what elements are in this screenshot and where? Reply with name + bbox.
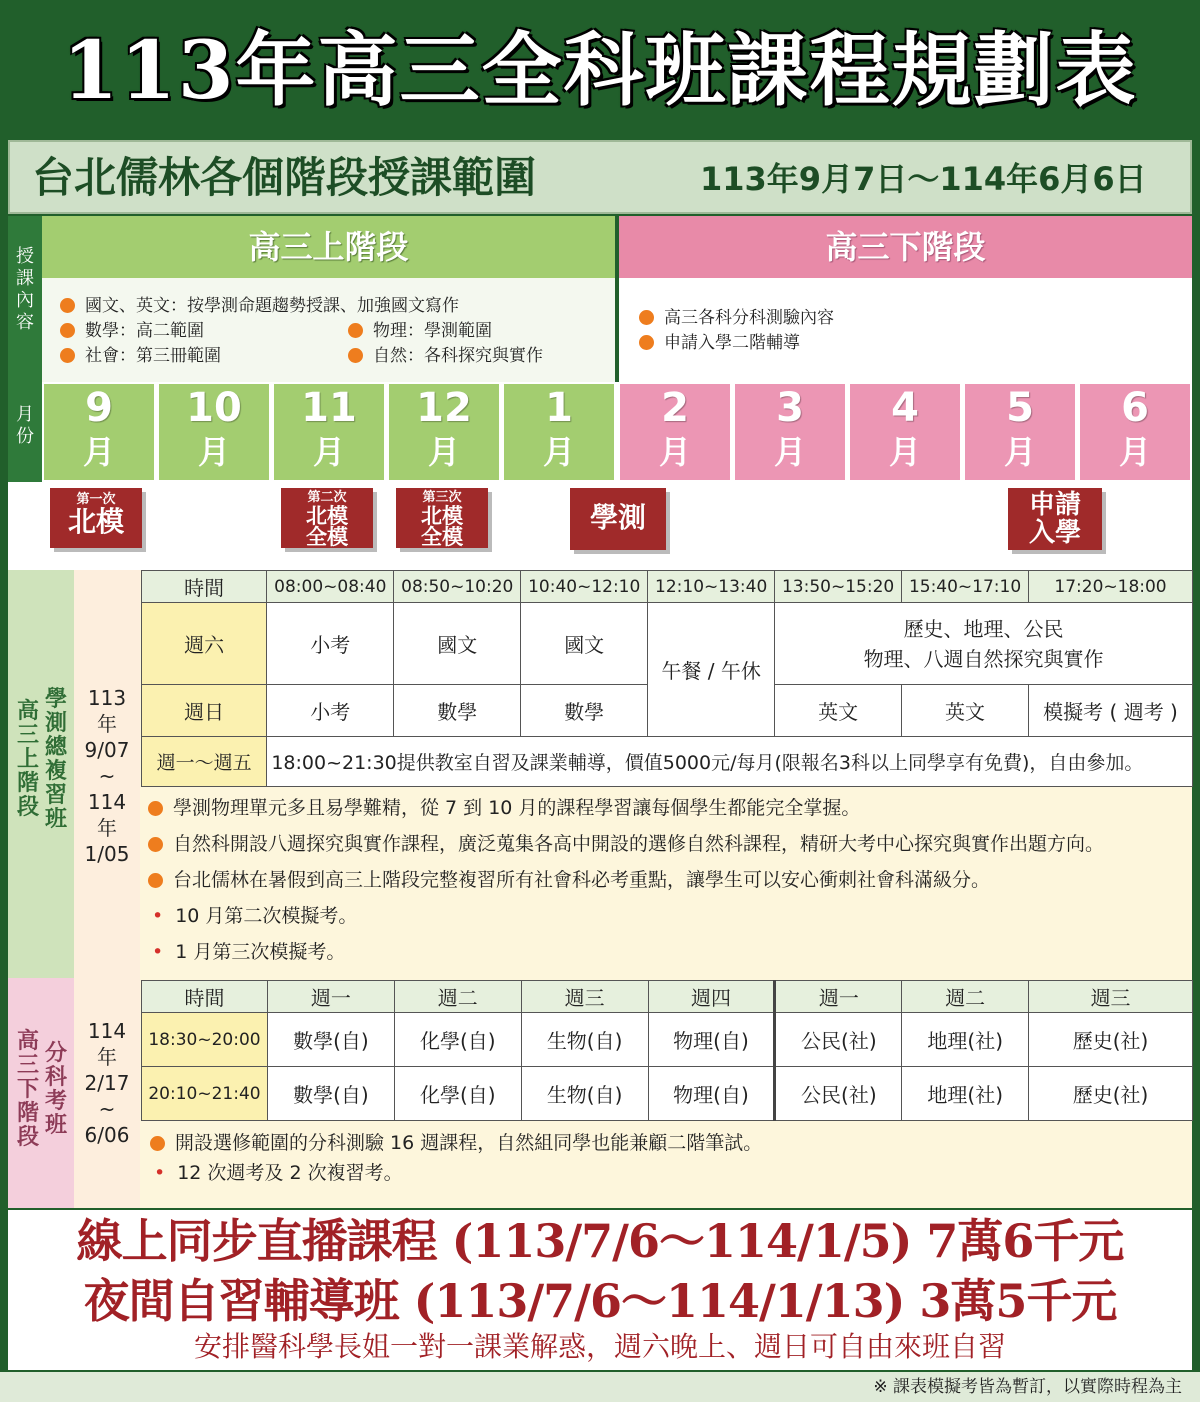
up-content-line <box>60 319 615 344</box>
footer-note: ※ 課表模擬考皆為暫訂，以實際時程為主 <box>0 1372 1200 1402</box>
month-1 <box>504 384 614 480</box>
table-cell: 數學 <box>394 685 521 737</box>
month-12 <box>389 384 499 480</box>
table-cell: 數學(自) <box>267 1067 394 1121</box>
table-header-row <box>142 981 1193 1013</box>
up-content-text: 國文、英文：按學測命題趨勢授課、加強國文寫作 <box>85 296 459 316</box>
month-9 <box>44 384 154 480</box>
table-header: 10:40~12:10 <box>521 571 648 603</box>
table-header: 13:50~15:20 <box>775 571 902 603</box>
exam-marker-1 <box>50 488 142 548</box>
table-cell: 公民(社) <box>775 1067 902 1121</box>
marker-big-text: 學測 <box>589 501 646 534</box>
up-content-text: 自然：各科探究與實作 <box>373 346 543 366</box>
table-cell: 小考 <box>267 685 394 737</box>
afternoon-line: 物理、八週自然探究與實作 <box>863 646 1104 671</box>
table-header: 週二 <box>394 981 521 1013</box>
table-header: 週一 <box>267 981 394 1013</box>
down-content-text: 申請入學二階輔導 <box>664 333 800 353</box>
down-content-box <box>619 278 1192 382</box>
table-header: 週一 <box>775 981 902 1013</box>
marker-big-text: 全模 <box>421 525 463 549</box>
table-header: 週三 <box>1029 981 1193 1013</box>
table-cell: 化學(自) <box>394 1067 521 1121</box>
section-lower-label <box>8 978 74 1208</box>
bullet-icon <box>148 801 163 816</box>
promo-line-night: 夜間自習輔導班 (113/7/6～114/1/13) 3萬5千元 <box>83 1274 1117 1328</box>
section-stage-label: 高三下階段 <box>16 1029 39 1150</box>
date-part: ~ <box>98 764 116 788</box>
table-cell: 地理(社) <box>902 1067 1029 1121</box>
table-header: 08:50~10:20 <box>394 571 521 603</box>
up-content-text: 社會：第三冊範圍 <box>85 346 221 366</box>
table-cell: 數學 <box>521 685 648 737</box>
table-header: 12:10~13:40 <box>648 571 775 603</box>
note-text: 12 次週考及 2 次複習考。 <box>177 1162 403 1184</box>
note-text: 學測物理單元多且易學難精，從 7 到 10 月的課程學習讓每個學生都能完全掌握。 <box>173 797 861 819</box>
month-unit: 月 <box>312 433 345 471</box>
table-cell: 英文 <box>902 685 1029 737</box>
up-content-line <box>60 294 615 319</box>
table-cell: 數學(自) <box>267 1013 394 1067</box>
month-unit: 月 <box>197 433 230 471</box>
month-number: 3 <box>776 385 804 431</box>
time-cell: 18:30~20:00 <box>142 1013 268 1067</box>
promo-box <box>8 1210 1192 1370</box>
list-item <box>150 1128 1190 1158</box>
side-label-content-text: 授課內容 <box>16 246 34 333</box>
day-cell: 週六 <box>142 603 267 685</box>
day-cell: 週日 <box>142 685 267 737</box>
upper-schedule-table <box>141 570 1193 787</box>
table-row <box>142 737 1193 787</box>
date-part: 113 <box>87 686 127 710</box>
red-dot-icon: • <box>152 941 164 963</box>
table-cell: 生物(自) <box>521 1067 648 1121</box>
time-cell: 20:10~21:40 <box>142 1067 268 1121</box>
section-lower-date <box>74 978 140 1208</box>
bullet-icon <box>348 323 363 338</box>
bullet-icon <box>148 837 163 852</box>
table-row <box>142 1013 1193 1067</box>
list-item <box>148 934 1192 970</box>
banner-title: 台北儒林各個階段授課範圍 <box>32 153 537 202</box>
marker-big-text: 北模 <box>421 504 463 528</box>
stage-down-header: 高三下階段 <box>619 216 1192 278</box>
table-cell: 模擬考 ( 週考 ) <box>1029 685 1193 737</box>
up-content-text: 物理：學測範圍 <box>373 321 492 341</box>
side-label-month-text: 月份 <box>16 404 34 447</box>
table-cell: 物理(自) <box>648 1013 775 1067</box>
table-header-row <box>142 571 1193 603</box>
marker-small-text: 第二次 <box>307 490 347 505</box>
table-header: 週三 <box>521 981 648 1013</box>
date-part: 9/07 <box>84 738 130 762</box>
exam-marker-3 <box>396 488 488 548</box>
table-header: 08:00~08:40 <box>267 571 394 603</box>
note-text: 1 月第三次模擬考。 <box>175 941 346 963</box>
list-item <box>148 898 1192 934</box>
day-cell: 週一～週五 <box>142 737 267 787</box>
month-number: 2 <box>661 385 689 431</box>
down-content-text: 高三各科分科測驗內容 <box>664 308 834 328</box>
note-text: 台北儒林在暑假到高三上階段完整複習所有社會科必考重點，讓學生可以安心衝刺社會科滿級分。 <box>173 869 991 891</box>
table-row <box>142 1067 1193 1121</box>
table-cell: 歷史(社) <box>1029 1013 1193 1067</box>
red-dot-icon: • <box>154 1162 166 1184</box>
marker-big-text: 北模 <box>306 504 348 528</box>
table-cell: 生物(自) <box>521 1013 648 1067</box>
section-upper-label <box>8 570 74 978</box>
lower-notes <box>150 1128 1190 1188</box>
date-part: ~ <box>98 1097 116 1121</box>
exam-marker-2 <box>281 488 373 548</box>
side-label-month <box>8 382 42 482</box>
marker-big-text: 入學 <box>1028 518 1081 548</box>
table-row <box>142 603 1193 685</box>
month-number: 1 <box>545 385 573 431</box>
bullet-icon <box>60 348 75 363</box>
table-cell: 化學(自) <box>394 1013 521 1067</box>
table-cell: 地理(社) <box>902 1013 1029 1067</box>
bullet-icon <box>639 335 654 350</box>
date-part: 2/17 <box>84 1071 130 1095</box>
section-stage-label: 高三上階段 <box>16 699 39 820</box>
month-number: 10 <box>186 385 242 431</box>
weekday-info-cell: 18:00~21:30提供教室自習及課業輔導，價值5000元/每月(限報名3科以上同學享有免費)，自由參加。 <box>267 737 1193 787</box>
month-number: 11 <box>301 385 357 431</box>
month-unit: 月 <box>1003 433 1036 471</box>
lunch-cell: 午餐 / 午休 <box>648 603 775 737</box>
marker-small-text: 第一次 <box>76 492 116 507</box>
promo-line-live: 線上同步直播課程 (113/7/6～114/1/5) 7萬6千元 <box>76 1214 1124 1268</box>
afternoon-cell <box>775 603 1193 685</box>
range-banner <box>8 140 1192 214</box>
note-text: 10 月第二次模擬考。 <box>175 905 358 927</box>
bullet-icon <box>148 873 163 888</box>
table-header: 時間 <box>142 981 268 1013</box>
month-unit: 月 <box>888 433 921 471</box>
month-unit: 月 <box>773 433 806 471</box>
lower-schedule-table <box>141 980 1193 1121</box>
bullet-icon <box>60 323 75 338</box>
exam-marker-apply <box>1008 488 1102 550</box>
note-text: 開設選修範圍的分科測驗 16 週課程，自然組同學也能兼顧二階筆試。 <box>175 1132 763 1154</box>
month-11 <box>274 384 384 480</box>
table-cell: 英文 <box>775 685 902 737</box>
month-5 <box>965 384 1075 480</box>
section-class-name: 學測總複習班 <box>44 687 67 832</box>
table-cell: 國文 <box>521 603 648 685</box>
table-header: 週二 <box>902 981 1029 1013</box>
date-part: 6/06 <box>84 1123 130 1147</box>
month-6 <box>1080 384 1190 480</box>
list-item <box>148 826 1192 862</box>
month-2 <box>620 384 730 480</box>
exam-marker-gsat <box>570 488 666 550</box>
table-header: 17:20~18:00 <box>1029 571 1193 603</box>
list-item <box>150 1158 1190 1188</box>
bullet-icon <box>639 310 654 325</box>
section-class-name: 分科考班 <box>44 1041 67 1138</box>
date-part: 114 <box>87 790 127 814</box>
month-unit: 月 <box>1118 433 1151 471</box>
month-3 <box>735 384 845 480</box>
marker-big-text: 全模 <box>306 525 348 549</box>
page-title: 113年高三全科班課程規劃表 <box>62 23 1138 117</box>
date-part: 年 <box>97 816 117 840</box>
bullet-icon <box>60 298 75 313</box>
month-4 <box>850 384 960 480</box>
marker-big-text: 申請 <box>1028 490 1081 520</box>
date-part: 年 <box>97 1045 117 1069</box>
marker-small-text: 第三次 <box>422 490 462 505</box>
month-number: 12 <box>416 385 472 431</box>
month-unit: 月 <box>542 433 575 471</box>
table-header: 時間 <box>142 571 267 603</box>
table-header: 15:40~17:10 <box>902 571 1029 603</box>
table-cell: 國文 <box>394 603 521 685</box>
up-content-line <box>60 344 615 369</box>
date-part: 年 <box>97 712 117 736</box>
table-cell: 公民(社) <box>775 1013 902 1067</box>
table-cell: 物理(自) <box>648 1067 775 1121</box>
red-dot-icon: • <box>152 905 164 927</box>
month-number: 5 <box>1006 385 1034 431</box>
month-unit: 月 <box>658 433 691 471</box>
table-header: 週四 <box>648 981 775 1013</box>
marker-big-text: 北模 <box>67 505 124 538</box>
note-text: 自然科開設八週探究與實作課程，廣泛蒐集各高中開設的選修自然科課程，精研大考中心探究與實作出題方向。 <box>173 833 1105 855</box>
month-10 <box>159 384 269 480</box>
date-part: 114 <box>87 1019 127 1043</box>
promo-line-tutor: 安排醫科學長姐一對一課業解惑，週六晚上、週日可自由來班自習 <box>193 1330 1006 1363</box>
bullet-icon <box>348 348 363 363</box>
table-cell: 歷史(社) <box>1029 1067 1193 1121</box>
list-item <box>148 862 1192 898</box>
table-cell: 小考 <box>267 603 394 685</box>
side-label-content <box>8 216 42 382</box>
stage-up-header: 高三上階段 <box>42 216 615 278</box>
section-upper-date <box>74 570 140 978</box>
upper-notes <box>148 790 1192 970</box>
banner-date-range: 113年9月7日～114年6月6日 <box>700 160 1147 198</box>
month-number: 9 <box>85 385 113 431</box>
month-unit: 月 <box>427 433 460 471</box>
afternoon-line: 歷史、地理、公民 <box>903 616 1064 641</box>
bullet-icon <box>150 1136 165 1151</box>
month-number: 6 <box>1121 385 1149 431</box>
up-content-box <box>42 278 615 382</box>
month-unit: 月 <box>82 433 115 471</box>
date-part: 1/05 <box>84 842 130 866</box>
list-item <box>148 790 1192 826</box>
up-content-text: 數學：高二範圍 <box>85 321 204 341</box>
month-number: 4 <box>891 385 919 431</box>
